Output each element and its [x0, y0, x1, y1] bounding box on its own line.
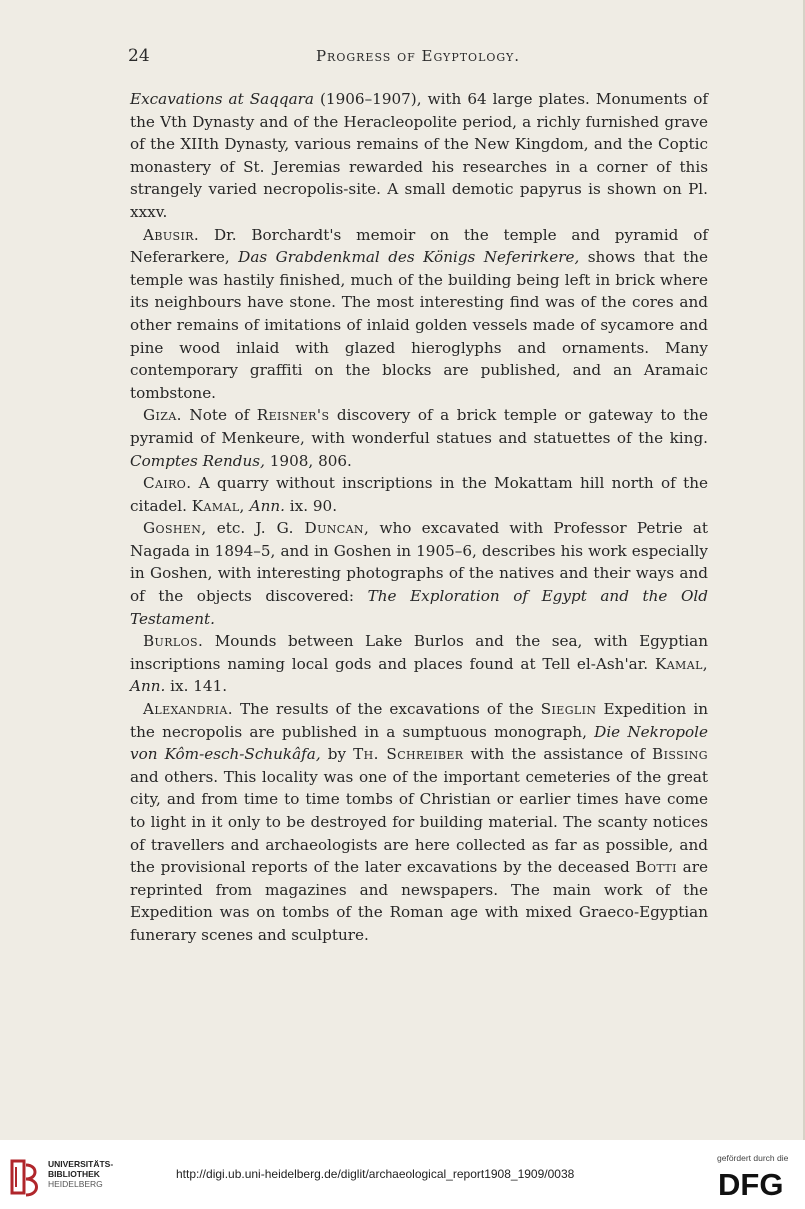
paragraph-giza: Giza. Note of Reisner's discovery of a brick temple or gateway to the pyramid of Menkeure, with wonderful statues and statuettes of the king. Comptes Rendus, 1908, 806. — [130, 406, 708, 470]
paragraph-alexandria: Alexandria. The results of the excavations of the Sieglin Expedition in the necropolis are published in a sumptuous monograph, Die Nekropole von Kôm-esch-Schukâfa, by Th. Schreiber with the assistance of Bissing and others. This locality was one of the important cemeteries of the great city, and from time to time tombs of Christian or earlier times have come to light in it only to be destroyed for building material. The scanty notices of travellers and archaeologists are here collected as far as possible, and the provisional reports of the later excavations by the deceased Botti are reprinted from magazines and newspapers. The main work of the Expedition was on tombs of the Roman age with mixed Graeco-Egyptian funerary scenes and sculpture. — [130, 700, 708, 944]
paragraph-burlos: Burlos. Mounds between Lake Burlos and the sea, with Egyptian inscriptions naming local gods and places found at Tell el-Ash'ar. Kamal, Ann. ix. 141. — [130, 632, 708, 696]
dfg-logo-icon — [716, 1167, 796, 1199]
svg-text:DFG: DFG — [718, 1167, 784, 1199]
permalink-url[interactable]: http://digi.ub.uni-heidelberg.de/diglit/archaeological_report1908_1909/0038 — [176, 1167, 575, 1181]
paragraph-cairo: Cairo. A quarry without inscriptions in the Mokattam hill north of the citadel. Kamal, Ann. ix. 90. — [130, 474, 708, 515]
place-giza: Giza. — [143, 406, 182, 425]
place-goshen: Goshen, — [143, 519, 207, 538]
viewer-footer — [0, 1140, 805, 1209]
place-abusir: Abusir. — [143, 225, 200, 244]
paragraph-saqqara: Excavations at Saqqara (1906–1907), with 64 large plates. Monuments of the Vth Dynasty and of the Heracleopolite period, a richly furnished grave of the XIIth Dynasty, various remains of the New Kingdom, and the Coptic monastery of St. Jeremias rewarded his researches in a corner of this strangely varied necropolis-site. A small demotic papyrus is shown on Pl. xxxv. — [130, 90, 708, 221]
place-cairo: Cairo. — [143, 474, 192, 493]
place-burlos: Burlos. — [143, 632, 204, 651]
running-head: Progress of Egyptology. — [315, 47, 521, 65]
place-alexandria: Alexandria. — [143, 700, 233, 719]
university-library-logo-icon — [8, 1157, 42, 1197]
title-saqqara: Excavations at Saqqara — [130, 90, 314, 108]
paragraph-goshen: Goshen, etc. J. G. Duncan, who excavated with Professor Petrie at Nagada in 1894–5, and in Goshen in 1905–6, describes his work especially in Goshen, with interesting photographs of the natives and their ways and of the objects discovered: The Exploration of Egypt and the Old Testament. — [130, 519, 708, 628]
page-header — [128, 46, 708, 72]
page-number: 24 — [128, 46, 150, 66]
library-name: UNIVERSITÄTS- BIBLIOTHEK HEIDELBERG — [48, 1159, 114, 1189]
body-text — [130, 88, 708, 947]
paragraph-abusir: Abusir. Dr. Borchardt's memoir on the temple and pyramid of Neferarkere, Das Grabdenkmal des Königs Neferirkere, shows that the temple was hastily finished, much of the building being left in brick where its neighbours have stone. The most interesting find was of the cores and other remains of imitations of inlaid golden vessels made of sycamore and pine wood inlaid with glazed hieroglyphs and ornaments. Many contemporary graffiti on the blocks are published, and an Aramaic tombstone. — [130, 225, 708, 402]
title-abusir: Das Grabdenkmal des Königs Neferirkere, — [238, 248, 580, 267]
funding-caption: gefördert durch die — [717, 1153, 789, 1163]
